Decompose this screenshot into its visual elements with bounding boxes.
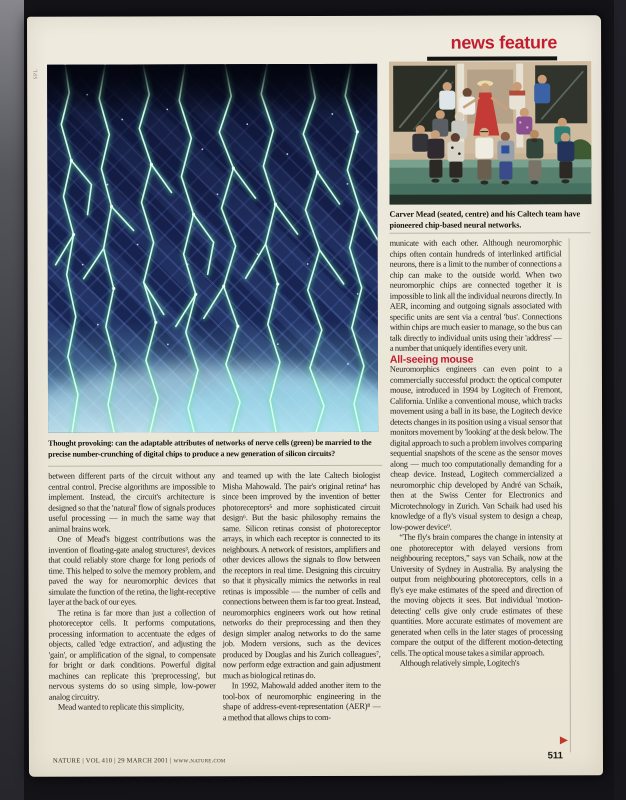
paragraph: “The fly's brain compares the change in intensity at one photoreceptor with delayed versions from neighbouring receptors,” says van Schaik, now at the University of Sydney in Australia. By analysing the output from neighbouring photoreceptors, cells in a fly's eye make estimates of the speed and direction of the moving objects it sees. But individual 'motion-detecting' cells give only crude estimates of these quantities. More accurate estimates of movement are generated when cells in the later stages of processing compare the output of the different motion-detecting cells. The optical mouse takes a similar approach. (390, 532, 563, 658)
paragraph: Although relatively simple, Logitech's (399, 658, 520, 668)
body-column-3 (390, 238, 563, 752)
section-label: news feature (450, 32, 558, 53)
paragraph: Mead wanted to replicate this simplicity, (57, 702, 184, 712)
scanner-edge-strip (0, 0, 24, 800)
subheading-all-seeing-mouse: All-seeing mouse (389, 353, 474, 366)
caption-divider (48, 465, 382, 467)
footer-journal-line: NATURE | VOL 410 | 29 MARCH 2001 | www.nature.com (52, 757, 226, 765)
main-image-caption: Thought provoking: can the adaptable attributes of networks of nerve cells (green) be married to the precise number-crunching of digital chips to produce a new generation of silicon circuits? (48, 437, 372, 459)
paragraph: In 1992, Mahowald added another item to the tool-box of neuromorphic engineering in the shape of address-event-representation (AER)⁸ — a method that allows chips to com- (222, 680, 381, 722)
neural-network-photo (47, 64, 378, 433)
page-number: 511 (547, 750, 563, 762)
paragraph: Neuromorphics engineers can even point to a commercially successful product: the optical computer mouse, introduced in 1994 by Logitech of Fremont, California. Unlike a conventional mouse, which tracks movement using a ball in its base, the Logitech device detects changes in its position using a visual sensor that monitors movement by 'looking' at the desk below. The digital approach to such a problem involves comparing sequential snapshots of the scene as the sensor moves along — much too computationally demanding for a cheap device. Instead, Logitech commercialized a neuromorphic chip developed by André van Schaik, then at the Swiss Center for Electronics and Microtechnology in Zurich. Van Schaik had used his knowledge of a fly's visual system to design a cheap, low-power device⁹. (389, 364, 563, 532)
paragraph: between different parts of the circuit without any central control. Precise algorithms are impossible to implement. Instead, the circuit's architecture is designed so that the 'natural' flow of signals produces useful processing — in much the same way that animal brains work. (48, 471, 216, 534)
team-photo-illustration (389, 61, 591, 205)
paragraph: municate with each other. Although neuromorphic chips often contain hundreds of interlinked artificial neurons, there is a limit to the number of connections a chip can make to the outside world. When two neuromorphic chips are connected together it is impossible to link all the individual neurons directly. In AER, incoming and outgoing signals associated with specific units are sent via a central 'bus'. Connections within chips are much easier to manage, so the bus can talk directly to individual units using their 'address' — a number that uniquely identifies every unit. (389, 238, 562, 353)
paragraph: and teamed up with the late Caltech biologist Misha Mahowald. The pair's original retina⁴ has since been improved by the invention of better photoreceptors⁵ and more sophisticated circuit design⁶. But the basic philosophy remains the same. Silicon retinas consist of photoreceptor arrays, in which each receptor is connected to its neighbours. A network of resistors, amplifiers and other devices allows the signals to flow between the receptors in real time. Designing this circuitry so that it physically mimics the networks in real retinas is impossible — the number of cells and connections between them is far too great. Instead, neuromorphics engineers work out how retinal networks do their preprocessing and then they design simpler analog networks to do the same job. Modern versions, such as the devices produced by Douglas and his Zurich colleagues⁷, now perform edge extraction and gain adjustment much as biological retinas do. (222, 470, 381, 680)
column-margin-rule (569, 238, 571, 752)
continuation-arrow-icon (560, 736, 568, 744)
caption-divider (390, 232, 591, 234)
team-photo-caption: Carver Mead (seated, centre) and his Caltech team have pioneered chip-based neural networks. (389, 209, 581, 230)
paragraph: The retina is far more than just a collection of photoreceptor cells. It performs computations, processing information to accentuate the edges of objects, called 'edge extraction', and adjusting the 'gain', or amplification of the signal, to compensate for bright or dark conditions. Powerful digital machines can replicate this 'preprocessing', but nervous systems do so using simple, low-power analog circuitry. (48, 607, 216, 702)
paragraph: One of Mead's biggest contributions was the invention of floating-gate analog structures³, devices that could reliably store charge for long periods of time. This helped to solve the memory problem, and paved the way for neuromorphic devices that simulate the function of the retina, the light-receptive layer at the back of our eyes. (48, 534, 216, 607)
lightning-filaments-illustration (47, 64, 378, 433)
section-underline-bar (427, 56, 557, 60)
body-column-1 (48, 471, 216, 749)
team-photo (389, 61, 591, 205)
photo-credit: SPL (33, 68, 40, 80)
scanner-edge-right (614, 0, 626, 800)
body-column-2 (222, 471, 381, 749)
magazine-page (27, 15, 603, 777)
